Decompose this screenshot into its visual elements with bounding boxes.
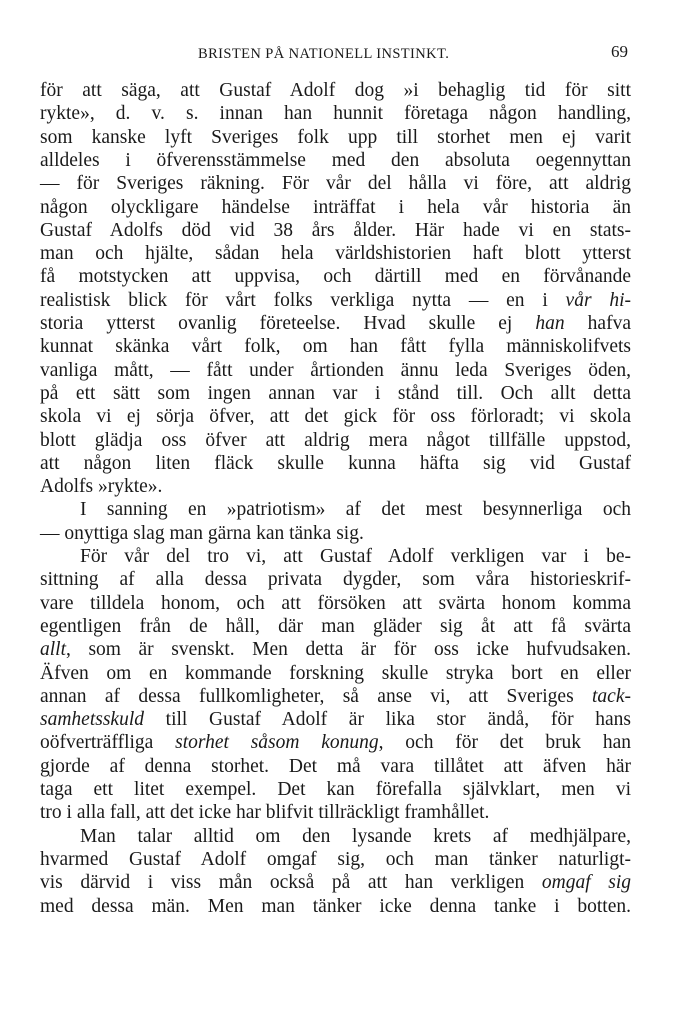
text-line: annan af dessa fullkomligheter, så anse vi, att Sveriges tack-	[40, 685, 631, 707]
text-line: taga ett litet exempel. Det kan förefalla självklart, men vi	[40, 779, 631, 800]
text-line: vare tilldela honom, och att försöken att svärta honom komma	[40, 592, 631, 614]
text-line: som kanske lyft Sveriges folk upp till storhet men ej varit	[40, 126, 631, 148]
text-line: kunnat skänka vårt folk, om han fått fylla människolifvets	[40, 336, 631, 358]
text-line: man och hjälte, sådan hela världshistorien haft blott ytterst	[40, 243, 631, 265]
text-line: någon olyckligare händelse inträffat i hela vår historia än	[40, 196, 631, 218]
text-line: Adolfs »rykte».	[40, 476, 163, 498]
text-line: med dessa män. Men man tänker icke denna tanke i botten.	[40, 895, 631, 917]
text-line: alldeles i öfverensstämmelse med den absoluta oegennyttan	[40, 149, 631, 171]
text-line: blott glädja oss öfver att aldrig mera något tillfälle uppstod,	[40, 429, 631, 451]
paragraph-first-line: För vår del tro vi, att Gustaf Adolf verkligen var i be-	[80, 546, 631, 567]
text-line: Äfven om en kommande forskning skulle stryka bort en eller	[40, 662, 631, 684]
text-line	[40, 289, 631, 313]
text-line: — för Sveriges räkning. För vår del hålla vi före, att aldrig	[40, 173, 631, 195]
text-line: egentligen från de håll, där man gläder sig åt att få svärta	[40, 615, 631, 637]
text-line: på ett sätt som ingen annan var i stånd till. Och allt detta	[40, 382, 631, 404]
text-line: hvarmed Gustaf Adolf omgaf sig, och man tänker naturligt-	[40, 848, 631, 870]
text-line: allt, som är svenskt. Men detta är för oss icke hufvudsaken.	[40, 639, 631, 661]
text-line: storia ytterst ovanlig företeelse. Hvad skulle ej han hafva	[40, 313, 631, 334]
text-line: rykte», d. v. s. innan han hunnit företaga någon handling,	[40, 103, 631, 125]
running-title: BRISTEN PÅ NATIONELL INSTINKT.	[198, 46, 450, 62]
text-line: för att säga, att Gustaf Adolf dog »i behaglig tid för sitt	[40, 80, 631, 101]
text-line: skola vi ej sörja öfver, att det gick för oss förloradt; vi skola	[40, 406, 631, 428]
text-line: tro i alla fall, att det icke har blifvit tillräckligt framhållet.	[40, 802, 490, 824]
text-fragment: realistisk blick för vårt folks verkliga nytta — en i vår hi-	[40, 289, 631, 311]
page-number: 69	[611, 42, 628, 61]
running-header	[0, 40, 675, 66]
text-line: vis därvid i viss mån också på att han verkligen omgaf sig	[40, 872, 632, 894]
text-line: gjorde af denna storhet. Det må vara tillåtet att äfven här	[40, 755, 631, 777]
text-line: — onyttiga slag man gärna kan tänka sig.	[40, 522, 364, 544]
text-line: sittning af alla dessa privata dygder, som våra historieskrif-	[40, 569, 631, 591]
paragraph-first-line: Man talar alltid om den lysande krets af medhjälpare,	[80, 825, 631, 847]
paragraph-first-line: I sanning en »patriotism» af det mest besynnerliga och	[80, 499, 631, 521]
text-line: att någon liten fläck skulle kunna häfta sig vid Gustaf	[40, 452, 631, 474]
text-line: få motstycken att uppvisa, och därtill med en förvånande	[40, 266, 631, 288]
text-line: Gustaf Adolfs död vid 38 års ålder. Här hade vi en stats-	[40, 219, 631, 241]
text-line: oöfverträffliga storhet såsom konung, och för det bruk han	[40, 732, 631, 754]
text-line: samhetsskuld till Gustaf Adolf är lika stor ändå, för hans	[40, 709, 631, 731]
text-line: vanliga mått, — fått under årtionden ännu leda Sveriges öden,	[40, 359, 631, 381]
